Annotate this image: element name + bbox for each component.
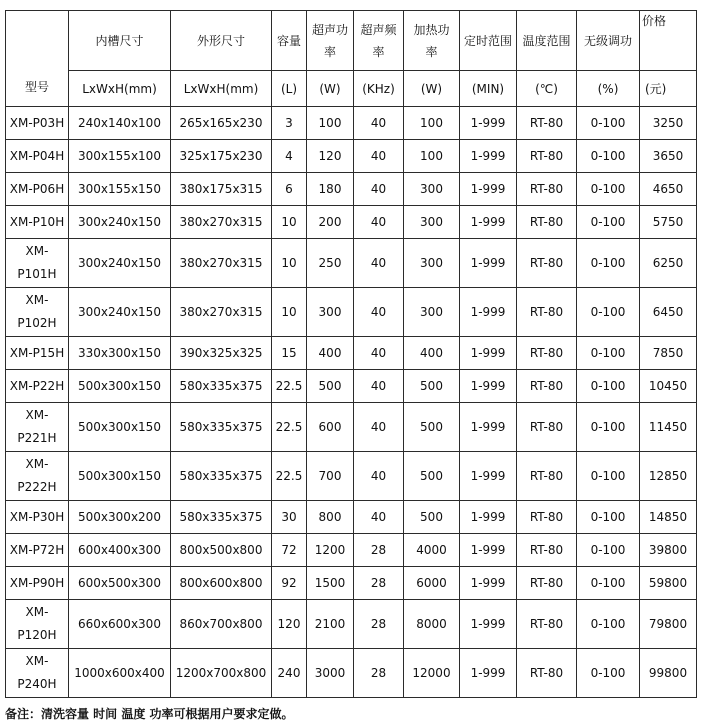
cell-inner-size: 500x300x150 — [69, 370, 171, 403]
cell-inner-size: 600x500x300 — [69, 567, 171, 600]
table-row — [6, 239, 697, 288]
cell-heating-power: 4000 — [404, 534, 460, 567]
header-outer-size: 外形尺寸 — [171, 11, 272, 71]
cell-capacity: 10 — [272, 239, 307, 288]
cell-timer: 1-999 — [460, 534, 517, 567]
cell-capacity: 4 — [272, 140, 307, 173]
unit-temperature: (℃) — [517, 71, 577, 107]
cell-heating-power: 300 — [404, 288, 460, 337]
cell-outer-size: 380x270x315 — [171, 288, 272, 337]
cell-heating-power: 500 — [404, 403, 460, 452]
header-ultrasonic-power: 超声功 率 — [307, 11, 354, 71]
cell-capacity: 10 — [272, 288, 307, 337]
header-heating-power: 加热功 率 — [404, 11, 460, 71]
cell-heating-power: 500 — [404, 501, 460, 534]
cell-price: 12850 — [640, 452, 697, 501]
footnote: 备注：清洗容量 时间 温度 功率可根据用户要求定做。 — [5, 707, 294, 721]
cell-model: XM- P222H — [6, 452, 69, 501]
cell-outer-size: 390x325x325 — [171, 337, 272, 370]
cell-stepless: 0-100 — [577, 173, 640, 206]
cell-heating-power: 8000 — [404, 600, 460, 649]
table-row — [6, 288, 697, 337]
cell-temperature: RT-80 — [517, 239, 577, 288]
unit-price: (元) — [640, 71, 697, 107]
cell-outer-size: 380x270x315 — [171, 239, 272, 288]
cell-stepless: 0-100 — [577, 600, 640, 649]
table-row — [6, 452, 697, 501]
table-row — [6, 403, 697, 452]
cell-stepless: 0-100 — [577, 140, 640, 173]
spec-table-body — [6, 107, 697, 698]
cell-ultrasonic-power: 700 — [307, 452, 354, 501]
cell-outer-size: 265x165x230 — [171, 107, 272, 140]
cell-stepless: 0-100 — [577, 452, 640, 501]
cell-model: XM-P72H — [6, 534, 69, 567]
unit-capacity: (L) — [272, 71, 307, 107]
cell-ultrasonic-power: 500 — [307, 370, 354, 403]
cell-timer: 1-999 — [460, 403, 517, 452]
cell-stepless: 0-100 — [577, 107, 640, 140]
cell-heating-power: 500 — [404, 370, 460, 403]
cell-ultrasonic-power: 180 — [307, 173, 354, 206]
cell-ultrasonic-power: 1200 — [307, 534, 354, 567]
cell-temperature: RT-80 — [517, 337, 577, 370]
cell-heating-power: 100 — [404, 140, 460, 173]
cell-ultrasonic-frequency: 40 — [354, 337, 404, 370]
cell-inner-size: 500x300x150 — [69, 403, 171, 452]
cell-temperature: RT-80 — [517, 206, 577, 239]
cell-stepless: 0-100 — [577, 567, 640, 600]
cell-price: 5750 — [640, 206, 697, 239]
cell-ultrasonic-frequency: 28 — [354, 534, 404, 567]
cell-outer-size: 580x335x375 — [171, 403, 272, 452]
cell-price: 6250 — [640, 239, 697, 288]
cell-ultrasonic-frequency: 40 — [354, 173, 404, 206]
cell-model: XM- P101H — [6, 239, 69, 288]
cell-stepless: 0-100 — [577, 534, 640, 567]
cell-ultrasonic-power: 100 — [307, 107, 354, 140]
cell-timer: 1-999 — [460, 337, 517, 370]
cell-ultrasonic-frequency: 40 — [354, 140, 404, 173]
cell-capacity: 240 — [272, 649, 307, 698]
cell-timer: 1-999 — [460, 107, 517, 140]
cell-ultrasonic-frequency: 40 — [354, 288, 404, 337]
cell-price: 6450 — [640, 288, 697, 337]
cell-ultrasonic-frequency: 40 — [354, 452, 404, 501]
cell-temperature: RT-80 — [517, 567, 577, 600]
cell-stepless: 0-100 — [577, 337, 640, 370]
cell-temperature: RT-80 — [517, 403, 577, 452]
cell-model: XM- P120H — [6, 600, 69, 649]
cell-temperature: RT-80 — [517, 107, 577, 140]
cell-ultrasonic-power: 250 — [307, 239, 354, 288]
header-row — [6, 11, 697, 71]
cell-temperature: RT-80 — [517, 534, 577, 567]
cell-outer-size: 580x335x375 — [171, 370, 272, 403]
header-temperature-range: 温度范围 — [517, 11, 577, 71]
cell-model: XM- P240H — [6, 649, 69, 698]
cell-model: XM-P03H — [6, 107, 69, 140]
cell-inner-size: 1000x600x400 — [69, 649, 171, 698]
cell-capacity: 22.5 — [272, 370, 307, 403]
cell-price: 14850 — [640, 501, 697, 534]
table-row — [6, 337, 697, 370]
cell-timer: 1-999 — [460, 567, 517, 600]
cell-model: XM- P221H — [6, 403, 69, 452]
cell-temperature: RT-80 — [517, 370, 577, 403]
cell-temperature: RT-80 — [517, 649, 577, 698]
header-model: 型号 — [6, 11, 69, 107]
cell-heating-power: 300 — [404, 206, 460, 239]
cell-inner-size: 330x300x150 — [69, 337, 171, 370]
header-capacity: 容量 — [272, 11, 307, 71]
cell-capacity: 22.5 — [272, 403, 307, 452]
cell-ultrasonic-power: 400 — [307, 337, 354, 370]
cell-outer-size: 800x500x800 — [171, 534, 272, 567]
cell-inner-size: 300x240x150 — [69, 288, 171, 337]
cell-ultrasonic-frequency: 28 — [354, 567, 404, 600]
cell-capacity: 3 — [272, 107, 307, 140]
unit-timer: (MIN) — [460, 71, 517, 107]
cell-outer-size: 580x335x375 — [171, 501, 272, 534]
table-row — [6, 567, 697, 600]
cell-inner-size: 240x140x100 — [69, 107, 171, 140]
cell-outer-size: 1200x700x800 — [171, 649, 272, 698]
cell-heating-power: 400 — [404, 337, 460, 370]
cell-timer: 1-999 — [460, 600, 517, 649]
cell-timer: 1-999 — [460, 649, 517, 698]
cell-model: XM- P102H — [6, 288, 69, 337]
units-row — [6, 71, 697, 107]
cell-inner-size: 660x600x300 — [69, 600, 171, 649]
cell-capacity: 92 — [272, 567, 307, 600]
cell-inner-size: 300x240x150 — [69, 239, 171, 288]
cell-capacity: 10 — [272, 206, 307, 239]
cell-ultrasonic-power: 600 — [307, 403, 354, 452]
cell-stepless: 0-100 — [577, 403, 640, 452]
header-inner-size: 内槽尺寸 — [69, 11, 171, 71]
cell-price: 3650 — [640, 140, 697, 173]
table-row — [6, 107, 697, 140]
spec-table — [5, 10, 697, 698]
cell-price: 10450 — [640, 370, 697, 403]
cell-model: XM-P04H — [6, 140, 69, 173]
table-row — [6, 649, 697, 698]
cell-model: XM-P30H — [6, 501, 69, 534]
cell-model: XM-P06H — [6, 173, 69, 206]
cell-heating-power: 100 — [404, 107, 460, 140]
cell-inner-size: 300x155x100 — [69, 140, 171, 173]
cell-capacity: 30 — [272, 501, 307, 534]
table-row — [6, 534, 697, 567]
cell-model: XM-P15H — [6, 337, 69, 370]
cell-timer: 1-999 — [460, 206, 517, 239]
unit-stepless: (%) — [577, 71, 640, 107]
cell-outer-size: 380x270x315 — [171, 206, 272, 239]
cell-stepless: 0-100 — [577, 288, 640, 337]
cell-timer: 1-999 — [460, 370, 517, 403]
cell-timer: 1-999 — [460, 452, 517, 501]
cell-ultrasonic-frequency: 40 — [354, 239, 404, 288]
unit-outer-size: LxWxH(mm) — [171, 71, 272, 107]
cell-price: 3250 — [640, 107, 697, 140]
unit-inner-size: LxWxH(mm) — [69, 71, 171, 107]
table-row — [6, 206, 697, 239]
cell-price: 39800 — [640, 534, 697, 567]
unit-heating-power: (W) — [404, 71, 460, 107]
cell-inner-size: 500x300x200 — [69, 501, 171, 534]
cell-price: 59800 — [640, 567, 697, 600]
cell-ultrasonic-power: 800 — [307, 501, 354, 534]
cell-price: 11450 — [640, 403, 697, 452]
cell-ultrasonic-frequency: 28 — [354, 600, 404, 649]
header-price: 价格 — [640, 11, 697, 71]
cell-price: 7850 — [640, 337, 697, 370]
table-row — [6, 600, 697, 649]
cell-heating-power: 6000 — [404, 567, 460, 600]
cell-stepless: 0-100 — [577, 501, 640, 534]
cell-heating-power: 12000 — [404, 649, 460, 698]
header-timer-range: 定时范围 — [460, 11, 517, 71]
cell-stepless: 0-100 — [577, 206, 640, 239]
cell-ultrasonic-power: 120 — [307, 140, 354, 173]
cell-ultrasonic-frequency: 40 — [354, 107, 404, 140]
cell-timer: 1-999 — [460, 288, 517, 337]
unit-ultrasonic-power: (W) — [307, 71, 354, 107]
cell-inner-size: 300x240x150 — [69, 206, 171, 239]
cell-price: 79800 — [640, 600, 697, 649]
cell-ultrasonic-frequency: 40 — [354, 370, 404, 403]
cell-heating-power: 300 — [404, 239, 460, 288]
cell-outer-size: 380x175x315 — [171, 173, 272, 206]
cell-capacity: 22.5 — [272, 452, 307, 501]
cell-timer: 1-999 — [460, 501, 517, 534]
cell-temperature: RT-80 — [517, 173, 577, 206]
cell-temperature: RT-80 — [517, 288, 577, 337]
cell-outer-size: 800x600x800 — [171, 567, 272, 600]
cell-ultrasonic-frequency: 40 — [354, 403, 404, 452]
cell-outer-size: 325x175x230 — [171, 140, 272, 173]
cell-stepless: 0-100 — [577, 370, 640, 403]
header-stepless-power: 无级调功 — [577, 11, 640, 71]
cell-inner-size: 500x300x150 — [69, 452, 171, 501]
cell-model: XM-P10H — [6, 206, 69, 239]
cell-ultrasonic-power: 2100 — [307, 600, 354, 649]
cell-price: 4650 — [640, 173, 697, 206]
header-ultrasonic-frequency: 超声频 率 — [354, 11, 404, 71]
cell-outer-size: 860x700x800 — [171, 600, 272, 649]
table-row — [6, 140, 697, 173]
cell-ultrasonic-frequency: 40 — [354, 501, 404, 534]
cell-capacity: 15 — [272, 337, 307, 370]
cell-ultrasonic-frequency: 40 — [354, 206, 404, 239]
cell-timer: 1-999 — [460, 140, 517, 173]
cell-temperature: RT-80 — [517, 452, 577, 501]
cell-ultrasonic-power: 1500 — [307, 567, 354, 600]
cell-ultrasonic-power: 200 — [307, 206, 354, 239]
cell-heating-power: 500 — [404, 452, 460, 501]
cell-price: 99800 — [640, 649, 697, 698]
cell-model: XM-P90H — [6, 567, 69, 600]
cell-timer: 1-999 — [460, 239, 517, 288]
cell-capacity: 72 — [272, 534, 307, 567]
unit-ultrasonic-frequency: (KHz) — [354, 71, 404, 107]
table-row — [6, 173, 697, 206]
cell-temperature: RT-80 — [517, 140, 577, 173]
cell-inner-size: 600x400x300 — [69, 534, 171, 567]
cell-capacity: 6 — [272, 173, 307, 206]
cell-model: XM-P22H — [6, 370, 69, 403]
cell-timer: 1-999 — [460, 173, 517, 206]
cell-capacity: 120 — [272, 600, 307, 649]
cell-stepless: 0-100 — [577, 239, 640, 288]
cell-heating-power: 300 — [404, 173, 460, 206]
table-row — [6, 370, 697, 403]
cell-temperature: RT-80 — [517, 600, 577, 649]
cell-outer-size: 580x335x375 — [171, 452, 272, 501]
table-row — [6, 501, 697, 534]
cell-ultrasonic-power: 300 — [307, 288, 354, 337]
cell-ultrasonic-frequency: 28 — [354, 649, 404, 698]
cell-temperature: RT-80 — [517, 501, 577, 534]
cell-inner-size: 300x155x150 — [69, 173, 171, 206]
cell-stepless: 0-100 — [577, 649, 640, 698]
cell-ultrasonic-power: 3000 — [307, 649, 354, 698]
